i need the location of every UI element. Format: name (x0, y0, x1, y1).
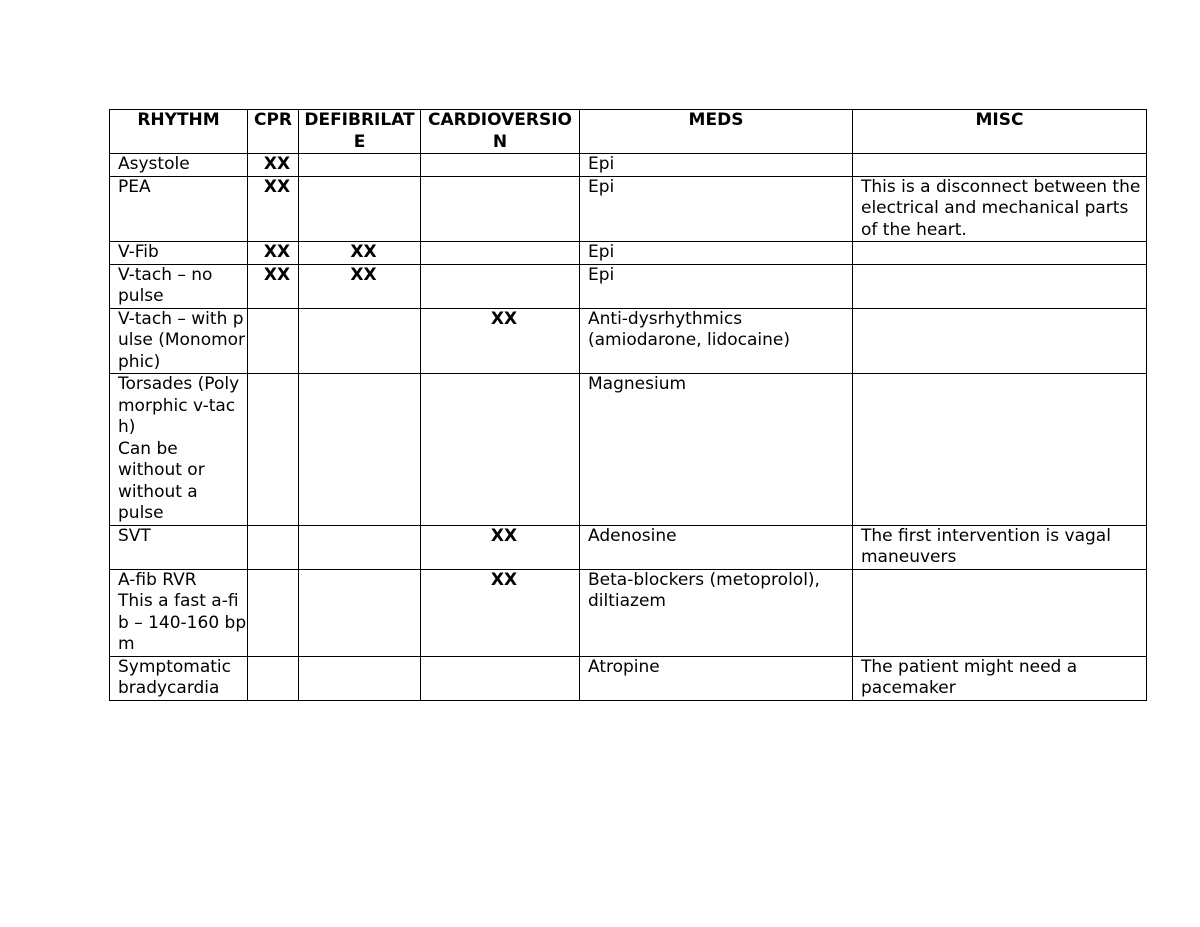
cell-defibrillate (299, 656, 421, 700)
header-defibrillate: DEFIBRILATE (299, 110, 421, 154)
cell-cardioversion (421, 374, 580, 526)
header-rhythm: RHYTHM (110, 110, 248, 154)
cell-cpr: XX (248, 154, 299, 177)
cell-cpr: XX (248, 264, 299, 308)
cell-misc: The first intervention is vagal maneuvers (853, 525, 1147, 569)
cell-cpr: XX (248, 176, 299, 242)
cell-cardioversion (421, 656, 580, 700)
rhythm-treatment-table (109, 109, 1147, 701)
cell-cardioversion (421, 176, 580, 242)
cell-misc (853, 154, 1147, 177)
cell-cpr: XX (248, 242, 299, 265)
table-row (110, 154, 1147, 177)
header-cardioversion: CARDIOVERSION (421, 110, 580, 154)
cell-rhythm (110, 176, 248, 242)
header-meds: MEDS (580, 110, 853, 154)
table-row (110, 176, 1147, 242)
cell-rhythm (110, 308, 248, 374)
cell-misc: This is a disconnect between the electrical and mechanical parts of the heart. (853, 176, 1147, 242)
cell-cardioversion (421, 242, 580, 265)
cell-misc (853, 569, 1147, 656)
rhythm-text: Asystole (118, 154, 190, 174)
cell-cardioversion: XX (421, 569, 580, 656)
cell-misc (853, 308, 1147, 374)
cell-meds: Magnesium (580, 374, 853, 526)
cell-cpr (248, 569, 299, 656)
rhythm-text: SVT (118, 525, 151, 546)
cell-defibrillate (299, 525, 421, 569)
cell-cpr (248, 656, 299, 700)
cell-misc: The patient might need a pacemaker (853, 656, 1147, 700)
rhythm-note: Can be without or without a pulse (118, 438, 205, 523)
cell-rhythm (110, 374, 248, 526)
cell-cpr (248, 525, 299, 569)
table-row (110, 242, 1147, 265)
cell-meds: Epi (580, 154, 853, 177)
cell-rhythm (110, 525, 248, 569)
cell-meds: Beta-blockers (metoprolol), diltiazem (580, 569, 853, 656)
cell-meds: Atropine (580, 656, 853, 700)
table-header-row (110, 110, 1147, 154)
rhythm-text: Symptomatic bradycardia (118, 656, 231, 698)
header-cpr: CPR (248, 110, 299, 154)
cell-rhythm (110, 242, 248, 265)
rhythm-text: PEA (118, 176, 151, 197)
header-misc: MISC (853, 110, 1147, 154)
cell-cardioversion (421, 264, 580, 308)
cell-defibrillate: XX (299, 242, 421, 265)
cell-cpr (248, 374, 299, 526)
rhythm-text: V-Fib (118, 242, 159, 262)
cell-meds: Epi (580, 264, 853, 308)
cell-rhythm (110, 154, 248, 177)
cell-defibrillate: XX (299, 264, 421, 308)
table-row (110, 308, 1147, 374)
cell-cpr (248, 308, 299, 374)
cell-rhythm (110, 656, 248, 700)
table-row (110, 656, 1147, 700)
table-row (110, 374, 1147, 526)
cell-rhythm (110, 569, 248, 656)
cell-defibrillate (299, 154, 421, 177)
cell-meds: Adenosine (580, 525, 853, 569)
table-row (110, 264, 1147, 308)
rhythm-text: A-fib RVR (118, 569, 197, 590)
table-row (110, 569, 1147, 656)
rhythm-note: This a fast a-fib – 140-160 bpm (118, 591, 247, 654)
rhythm-text: V-tach – with pulse (Monomorphic) (118, 308, 246, 372)
cell-misc (853, 242, 1147, 265)
cell-cardioversion: XX (421, 525, 580, 569)
cell-cardioversion: XX (421, 308, 580, 374)
table-row (110, 525, 1147, 569)
cell-meds: Anti-dysrhythmics (amiodarone, lidocaine) (580, 308, 853, 374)
cell-defibrillate (299, 176, 421, 242)
cell-rhythm (110, 264, 248, 308)
cell-defibrillate (299, 308, 421, 374)
cell-cardioversion (421, 154, 580, 177)
cell-meds: Epi (580, 176, 853, 242)
cell-defibrillate (299, 374, 421, 526)
rhythm-text: V-tach – no pulse (118, 264, 213, 306)
cell-meds: Epi (580, 242, 853, 265)
cell-defibrillate (299, 569, 421, 656)
cell-misc (853, 374, 1147, 526)
rhythm-text: Torsades (Polymorphic v-tach) (118, 374, 240, 437)
cell-misc (853, 264, 1147, 308)
